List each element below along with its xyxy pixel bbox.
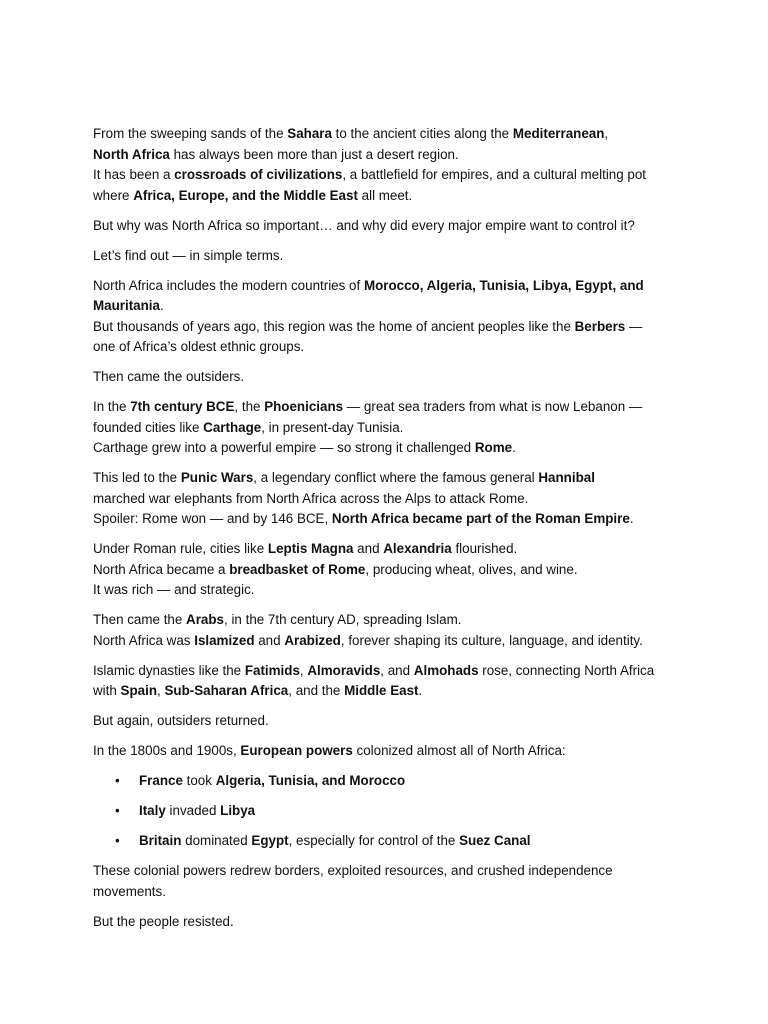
text-run: ,: [604, 126, 609, 141]
text-run: and: [353, 541, 384, 556]
bold-text: Punic Wars: [180, 470, 254, 485]
bold-text: Arabs: [186, 612, 225, 627]
bold-text: Sub-Saharan Africa: [164, 683, 289, 698]
text-run: Islamic dynasties like the: [93, 662, 245, 678]
text-run: marched war elephants from North Africa across the Alps to attack Rome.: [93, 490, 529, 506]
text-run: with: [93, 683, 121, 698]
text-run: .: [418, 683, 423, 698]
bold-text: crossroads of civilizations: [174, 167, 343, 182]
bold-text: Mauritania: [93, 298, 160, 313]
paragraph: [93, 276, 693, 358]
text-run: North Africa includes the modern countries of: [93, 277, 364, 293]
bold-text: Arabized: [284, 632, 341, 648]
text-run: , in present-day Tunisia.: [261, 419, 404, 435]
paragraph: [93, 610, 693, 651]
bold-text: North Africa: [93, 146, 170, 162]
text-run: North Africa became a: [93, 561, 230, 577]
text-run: dominated: [181, 833, 252, 848]
bold-text: Berbers: [574, 318, 626, 334]
bold-text: France: [139, 773, 183, 788]
bold-text: European powers: [240, 743, 353, 758]
text-run: rose, connecting North Africa: [478, 662, 655, 678]
paragraph: [93, 367, 693, 388]
text-run: This led to the: [93, 470, 181, 485]
document-page: [93, 124, 693, 942]
text-run: —: [625, 318, 643, 334]
paragraph: [93, 468, 693, 530]
paragraph: [93, 539, 693, 601]
bold-text: Egypt: [251, 833, 289, 848]
bold-text: Almoravids: [307, 662, 381, 678]
paragraph: [93, 912, 693, 933]
text-run: has always been more than just a desert region.: [169, 146, 459, 162]
text-run: , producing wheat, olives, and wine.: [365, 561, 578, 577]
text-run: But again, outsiders returned.: [93, 713, 269, 728]
paragraph: [93, 711, 693, 732]
bold-text: Suez Canal: [459, 833, 531, 848]
text-run: , a battlefield for empires, and a cultural melting pot: [342, 167, 647, 182]
text-run: In the: [93, 399, 131, 414]
bold-text: Morocco, Algeria, Tunisia, Libya, Egypt, and: [363, 277, 644, 293]
text-run: It was rich — and strategic.: [93, 582, 255, 597]
text-run: Carthage grew into a powerful empire — so strong it challenged: [93, 440, 475, 455]
bold-text: Libya: [220, 803, 256, 818]
text-run: Spoiler: Rome won — and by 146 BCE,: [93, 511, 332, 526]
bold-text: Leptis Magna: [267, 541, 354, 556]
bold-text: Fatimids: [244, 662, 300, 678]
text-run: all meet.: [357, 187, 413, 203]
text-run: founded cities like: [93, 419, 204, 435]
text-run: These colonial powers redrew borders, exploited resources, and crushed independence: [93, 863, 613, 878]
bold-text: Britain: [139, 833, 182, 848]
text-run: North Africa was: [93, 632, 195, 648]
text-run: From the sweeping sands of the: [93, 126, 288, 141]
text-run: ,: [157, 683, 165, 698]
colonial-powers-list: [93, 771, 693, 852]
text-run: , the: [234, 399, 265, 414]
paragraph: [93, 216, 693, 237]
bold-text: Middle East: [344, 683, 419, 698]
paragraph: [93, 397, 693, 459]
text-run: , a legendary conflict where the famous general: [253, 470, 539, 485]
paragraph: [93, 861, 693, 902]
list-item: [93, 831, 693, 852]
text-run: Then came the: [93, 612, 187, 627]
bold-text: Rome: [474, 440, 513, 455]
text-run: one of Africa’s oldest ethnic groups.: [93, 339, 305, 354]
text-run: But thousands of years ago, this region was the home of ancient peoples like the: [93, 318, 575, 334]
text-run: ,: [299, 662, 308, 678]
text-run: movements.: [93, 883, 166, 899]
bold-text: Islamized: [194, 632, 255, 648]
text-run: took: [182, 773, 216, 788]
paragraph: [93, 661, 693, 702]
bold-text: Hannibal: [538, 470, 595, 485]
list-item: [93, 771, 693, 792]
bold-text: North Africa became part of the Roman Empire: [331, 511, 630, 526]
bold-text: breadbasket of Rome: [229, 561, 366, 577]
paragraph: [93, 124, 693, 206]
text-run: , in the 7th century AD, spreading Islam.: [224, 612, 462, 627]
document-body-closing: [93, 861, 693, 932]
text-run: to the ancient cities along the: [331, 126, 513, 141]
text-run: Let’s find out — in simple terms.: [93, 247, 284, 263]
bold-text: Almohads: [413, 662, 479, 678]
text-run: .: [629, 511, 634, 526]
text-run: , and: [380, 662, 414, 678]
bold-text: Italy: [139, 803, 166, 818]
bold-text: Africa, Europe, and the Middle East: [133, 187, 358, 203]
bold-text: Carthage: [203, 419, 262, 435]
bold-text: Mediterranean: [512, 126, 605, 141]
text-run: where: [93, 187, 134, 203]
text-run: Under Roman rule, cities like: [93, 541, 268, 556]
bold-text: Phoenicians: [264, 399, 344, 414]
paragraph: [93, 246, 693, 267]
text-run: , forever shaping its culture, language, and identity.: [340, 632, 643, 648]
text-run: But why was North Africa so important… and why did every major empire want to control it?: [93, 217, 635, 233]
text-run: , and the: [288, 683, 345, 698]
text-run: Then came the outsiders.: [93, 369, 245, 384]
text-run: .: [159, 298, 164, 313]
text-run: colonized almost all of North Africa:: [352, 743, 566, 758]
text-run: and: [254, 632, 285, 648]
text-run: , especially for control of the: [288, 833, 460, 848]
text-run: invaded: [165, 803, 221, 818]
list-item: [93, 801, 693, 822]
bold-text: Algeria, Tunisia, and Morocco: [215, 773, 406, 788]
text-run: It has been a: [93, 167, 175, 182]
bold-text: 7th century BCE: [130, 399, 235, 414]
text-run: In the 1800s and 1900s,: [93, 743, 241, 758]
document-body-intro: [93, 124, 693, 762]
bold-text: Spain: [120, 683, 158, 698]
bold-text: Sahara: [287, 126, 332, 141]
text-run: — great sea traders from what is now Lebanon —: [343, 399, 643, 414]
bold-text: Alexandria: [383, 541, 452, 556]
text-run: But the people resisted.: [93, 913, 234, 929]
paragraph: [93, 741, 693, 762]
text-run: .: [512, 440, 516, 455]
text-run: flourished.: [451, 541, 518, 556]
